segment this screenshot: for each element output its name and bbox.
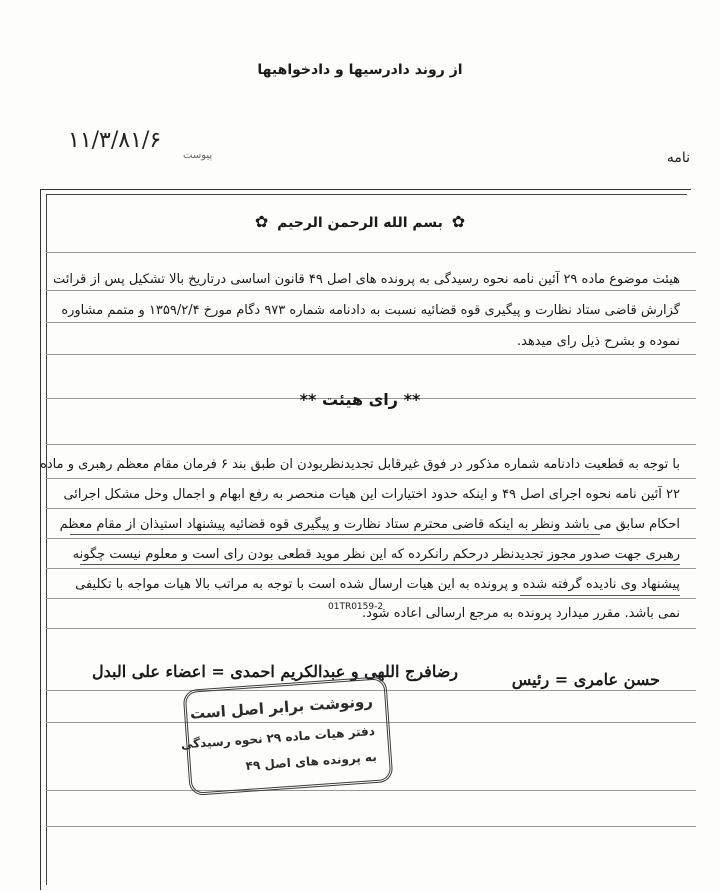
rule-line: [46, 478, 696, 479]
verdict-line: احکام سابق می باشد ونظر به اینکه قاضی محترم ستاد نظارت و پیگیری قوه قضائیه پیشنهاد استیذان از مقام معظم: [59, 517, 680, 532]
verdict-line: با توجه به قطعیت دادنامه شماره مذکور در فوق غیرقابل تجدیدنظربودن ان طبق بند ۶ فرمان مقام معظم رهبری و ماده: [40, 457, 680, 472]
rule-line: [46, 598, 696, 599]
intro-line: نموده و بشرح ذیل رای میدهد.: [516, 334, 680, 349]
ornament-icon: ✿: [254, 212, 269, 231]
rule-line: [46, 826, 696, 827]
rule-line: [46, 790, 696, 791]
rule-line: [46, 508, 696, 509]
document-code: 01TR0159-2: [328, 602, 384, 612]
handwritten-underline: [520, 595, 680, 596]
rule-line: [46, 444, 696, 445]
signature-members: رضافرج اللهی و عبدالکریم احمدی = اعضاء علی البدل: [92, 662, 458, 681]
handwritten-underline: [80, 564, 680, 565]
handwritten-date: ۱۱/۳/۸۱/۶: [68, 128, 162, 153]
bismillah-text: بسم الله الرحمن الرحیم: [277, 215, 443, 231]
rule-line: [46, 290, 696, 291]
handwritten-underline: [70, 534, 600, 535]
rule-line: [46, 568, 696, 569]
verdict-line: پیشنهاد وی نادیده گرفته شده و پرونده به این هیات ارسال شده است با توجه به مراتب بالا هیات مواجه با تکلیفی: [75, 577, 680, 592]
document-header: از روند دادرسیها و دادخواهیها: [257, 62, 463, 78]
rule-line: [46, 628, 696, 629]
intro-line: هیئت موضوع ماده ۲۹ آئین نامه نحوه رسیدگی به پرونده های اصل ۴۹ قانون اساسی درتاریخ بالا تشکیل پس از قرائت: [52, 272, 680, 287]
letter-label: نامه: [666, 150, 690, 166]
stamp-line: رونوشت برابر اصل است: [189, 692, 374, 723]
rule-line: [46, 322, 696, 323]
verdict-line: رهبری جهت صدور مجوز تجدیدنظر درحکم رانکرده که این نظر موید قطعی بودن رای است و معلوم نیست چگونه: [72, 547, 680, 562]
rule-line: [46, 538, 696, 539]
certified-copy-stamp: [180, 676, 394, 796]
stamp-line: به پرونده های اصل ۴۹: [245, 749, 378, 774]
verdict-title: ** رای هیئت **: [299, 390, 421, 409]
attachment-mark: پیوست: [183, 150, 213, 161]
intro-line: گزارش قاضی ستاد نظارت و پیگیری قوه قضائیه نسبت به دادنامه شماره ۹۷۳ دگام مورخ ۱۳۵۹/۲/۴ و متمم مشاوره: [61, 303, 680, 318]
rule-line: [46, 252, 696, 253]
verdict-line: نمی باشد. مقرر میدارد پرونده به مرجع ارسالی اعاده شود.: [362, 606, 680, 621]
signature-chair: حسن عامری = رئیس: [511, 670, 660, 689]
stamp-line: دفتر هیات ماده ۲۹ نحوه رسیدگی: [180, 723, 376, 752]
verdict-line: ۲۲ آئین نامه نحوه اجرای اصل ۴۹ و اینکه حدود اختیارات این هیات منحصر به رفع ابهام و اجمال وحل مشکل اجرائی: [63, 487, 680, 502]
rule-line: [46, 354, 696, 355]
ornament-icon: ✿: [451, 212, 466, 231]
bismillah-heading: [0, 212, 720, 231]
